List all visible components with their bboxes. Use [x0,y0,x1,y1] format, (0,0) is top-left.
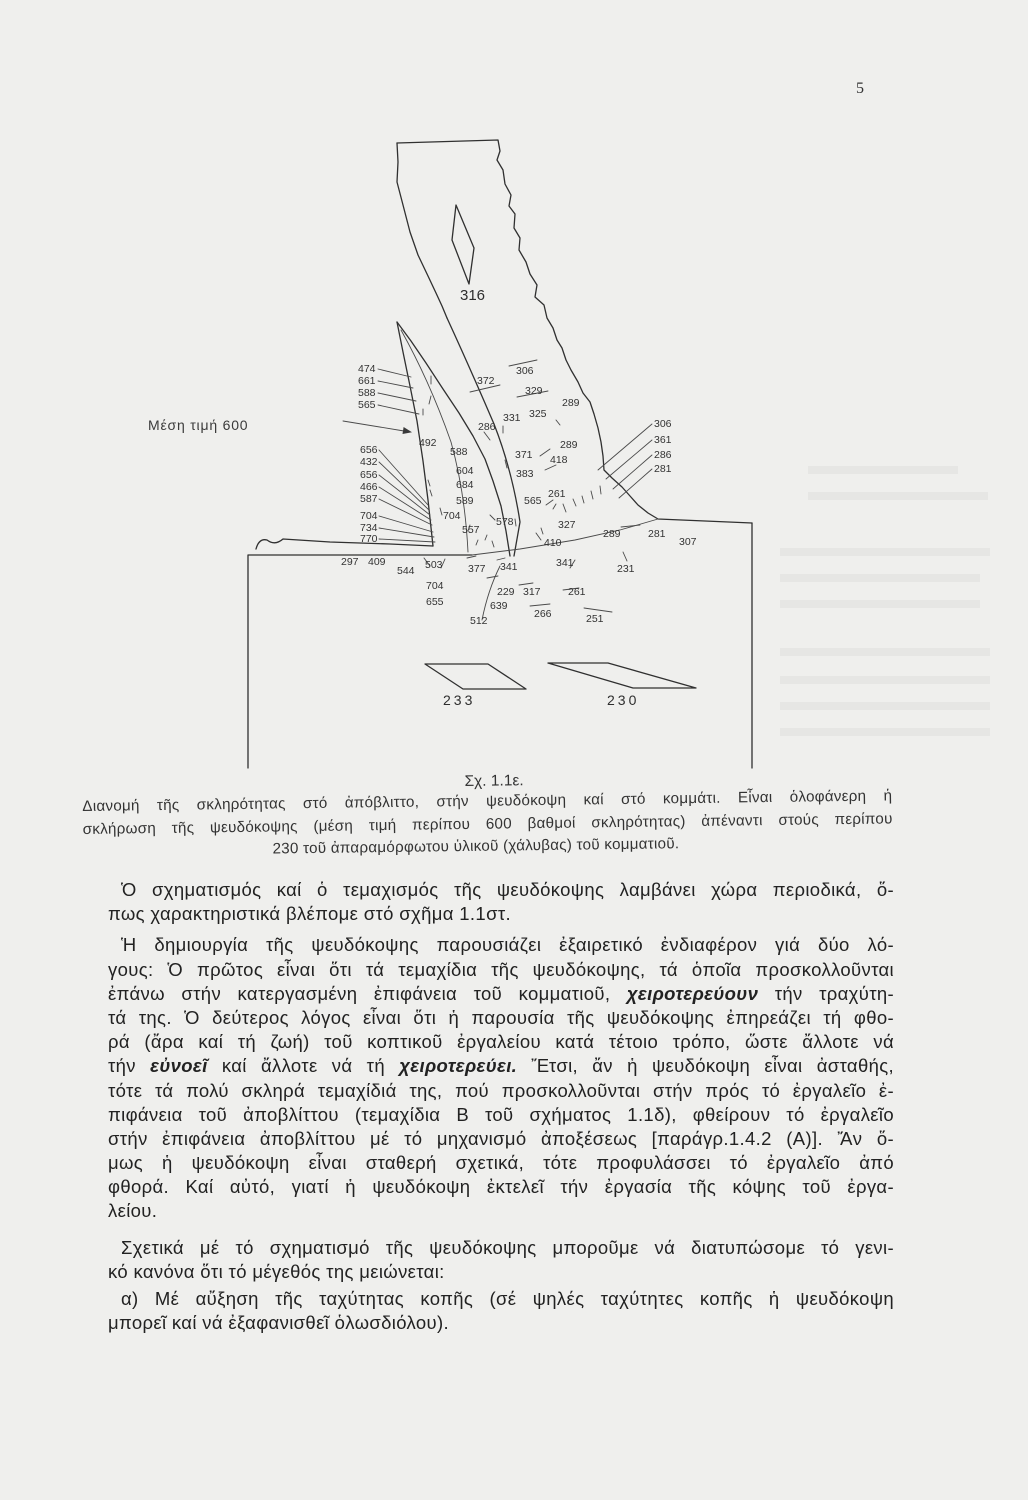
hardness-value: 604 [456,465,474,477]
text-line: Ὁ σχηματισμός καί ὁ τεμαχισμός τῆς ψευδόκοψης λαμβάνει χώρα περιοδικά, ὅ- [121,879,894,900]
hardness-value: 377 [468,563,486,575]
workpiece-hardness-value: 230 [607,692,640,708]
hardness-value: 734 [360,522,378,534]
hardness-value: 661 [358,375,376,387]
text-line: ρά (ἄρα καί τή ζωή) τοῦ κοπτικοῦ ἐργαλείου κατά τέτοιο τρόπο, ὥστε ἄλλοτε νά [108,1031,894,1053]
hardness-value: 565 [358,399,376,411]
text-line: τά της. Ὁ δεύτερος λόγος εἶναι ὅτι ἡ παρουσία τῆς ψευδόκοψης ἐπηρεάζει τή φθο- [108,1006,894,1028]
text-line: λείου. [108,1200,158,1222]
hardness-values [341,363,697,627]
text-line: κό κανόνα ὅτι τό μέγεθός της μειώνεται: [108,1260,445,1282]
caption-line: 230 τοῦ ἀπαραμόρφωτου ὑλικοῦ (χάλυβας) τοῦ κομματιοῦ. [272,835,680,858]
chip-outline [397,140,752,556]
page-number: 5 [856,80,864,97]
hardness-value: 289 [603,528,621,540]
indentation-mark [452,205,474,284]
text-run: τήν τραχύτη- [758,982,895,1004]
workpiece-outline [248,519,752,768]
text-line: Ἡ δημιουργία τῆς ψευδόκοψης παρουσιάζει ἐξαιρετικό ἐνδιαφέρον γιά δύο λό- [121,934,894,956]
hardness-value: 371 [515,449,533,461]
hardness-value: 512 [470,615,488,627]
hardness-value: 589 [456,495,474,507]
hardness-value: 655 [426,596,444,608]
hardness-value: 704 [443,510,461,522]
text-line: μως ἡ ψευδόκοψη εἶναι σταθερή σχετικά, τότε προφυλάσσει τό ἐργαλεῖο ἀπό [108,1152,894,1174]
arrowhead-icon [403,427,413,434]
hardness-value: 289 [562,397,580,409]
hardness-value: 588 [358,387,376,399]
hardness-value: 587 [360,493,378,505]
emphasized-term: χειροτερεύουν [626,982,759,1004]
hardness-value: 588 [450,446,468,458]
hardness-value: 492 [419,437,437,449]
text-line: Σχετικά μέ τό σχηματισμό τῆς ψευδόκοψης μποροῦμε νά διατυπώσομε τό γενι- [121,1236,894,1258]
hardness-value: 372 [477,375,495,387]
hardness-value: 281 [648,528,666,540]
hardness-value: 656 [360,444,378,456]
caption-line: Διανομή τῆς σκληρότητας στό ἀπόβλιττο, στήν ψευδόκοψη καί στό κομμάτι. Εἶναι ὁλοφάνερη ἡ [82,787,893,815]
hardness-value: 341 [500,561,518,573]
caption-line: σκλήρωση τῆς ψευδόκοψης (μέση τιμή περίπου 600 βαθμοί σκληρότητας) ἀπέναντι στούς περίπου [82,809,893,838]
paragraph [108,1236,894,1284]
hardness-value: 317 [523,586,541,598]
hardness-value: 704 [360,510,378,522]
hardness-value: 361 [654,434,672,446]
mean-value-label: Μέση τιμή 600 [148,417,249,433]
hardness-value: 341 [556,557,574,569]
hardness-value: 684 [456,479,474,491]
hardness-value: 409 [368,556,386,568]
hardness-value: 432 [360,456,378,468]
hardness-value: 704 [426,580,444,592]
emphasized-term: εὐνοεῖ [150,1055,208,1077]
hardness-value: 306 [654,418,672,430]
text-line [108,982,894,1006]
text-line: μπορεῖ καί νά ἐξαφανισθεῖ ὁλωσδιόλου). [108,1312,449,1334]
indentation-mark [425,664,526,689]
figure-number: Σχ. 1.1ε. [464,772,524,790]
hardness-value: 466 [360,481,378,493]
paragraph [108,1287,894,1335]
hardness-value: 266 [534,608,552,620]
paragraph [108,933,894,1223]
hardness-value: 327 [558,519,576,531]
text-line [108,1054,894,1078]
hardness-value: 639 [490,600,508,612]
hardness-value: 281 [654,463,672,475]
hardness-value: 289 [560,439,578,451]
hardness-value: 286 [654,449,672,461]
hardness-value: 231 [617,563,635,575]
hardness-value: 383 [516,468,534,480]
text-line: τότε τά πολύ σκληρά τεμαχίδιά της, πού προσκολλοῦνται στήν πρός τό ἐργαλεῖο ἐ- [108,1079,894,1101]
hardness-value: 557 [462,524,480,536]
text-run: καί ἄλλοτε νά τή [207,1055,400,1077]
hardness-value: 331 [503,412,521,424]
hardness-value: 474 [358,363,376,375]
text-line: φθορά. Καί αὐτό, γιατί ἡ ψευδόκοψη ἐκτελεῖ τήν ἐργασία τῆς κόψης τοῦ ἐργα- [108,1176,894,1198]
hardness-value: 418 [550,454,568,466]
hardness-value: 329 [525,385,543,397]
hardness-value: 325 [529,408,547,420]
hardness-value: 544 [397,565,415,577]
hardness-value: 286 [478,421,496,433]
hardness-value: 578 [496,516,514,528]
hardness-value: 656 [360,469,378,481]
chip-hardness-value: 316 [460,287,486,304]
hardness-value: 297 [341,556,359,568]
hardness-value: 229 [497,586,515,598]
leader-lines [343,360,652,612]
paragraph [108,878,894,926]
text-line: α) Μέ αὔξηση τῆς ταχύτητας κοπῆς (σέ ψηλές ταχύτητες κοπῆς ἡ ψευδόκοψη [121,1288,894,1309]
hardness-value: 307 [679,536,697,548]
hardness-value: 410 [544,537,562,549]
text-run: Ἔτσι, ἄν ἡ ψευδόκοψη εἶναι ἀσταθής, [517,1055,895,1077]
hardness-value: 306 [516,365,534,377]
hardness-value: 251 [586,613,604,625]
bleed-through-shadow [780,466,990,736]
hardness-value: 261 [548,488,566,500]
body-text [108,878,894,1335]
hardness-value: 770 [360,533,378,545]
hardness-value: 565 [524,495,542,507]
emphasized-term: χειροτερεύει. [399,1055,518,1077]
indentation-mark [548,663,696,688]
text-run: ἐπάνω στήν κατεργασμένη ἐπιφάνεια τοῦ κομματιοῦ, [108,982,627,1004]
text-run: τήν [108,1055,151,1077]
hardness-value: 261 [568,586,586,598]
hardness-value: 503 [425,559,443,571]
text-line: πως χαρακτηριστικά βλέπομε στό σχῆμα 1.1στ. [108,903,511,925]
figure-caption [82,767,893,863]
text-line: πιφάνεια τοῦ ἀποβλίττου (τεμαχίδια Β τοῦ σχήματος 1.1δ), φθείρουν τό ἐργαλεῖο [108,1103,894,1125]
workpiece-hardness-value: 233 [443,692,476,708]
text-line: στήν ἐπιφάνεια ἀποβλίττου μέ τό μηχανισμό ἀποξέσεως [παράγρ.1.4.2 (Α)]. Ἄν ὅ- [108,1127,894,1149]
text-line: γους: Ὁ πρῶτος εἶναι ὅτι τά τεμαχίδια τῆς ψευδόκοψης, τά ὁποῖα προσκολλοῦνται [108,958,894,980]
